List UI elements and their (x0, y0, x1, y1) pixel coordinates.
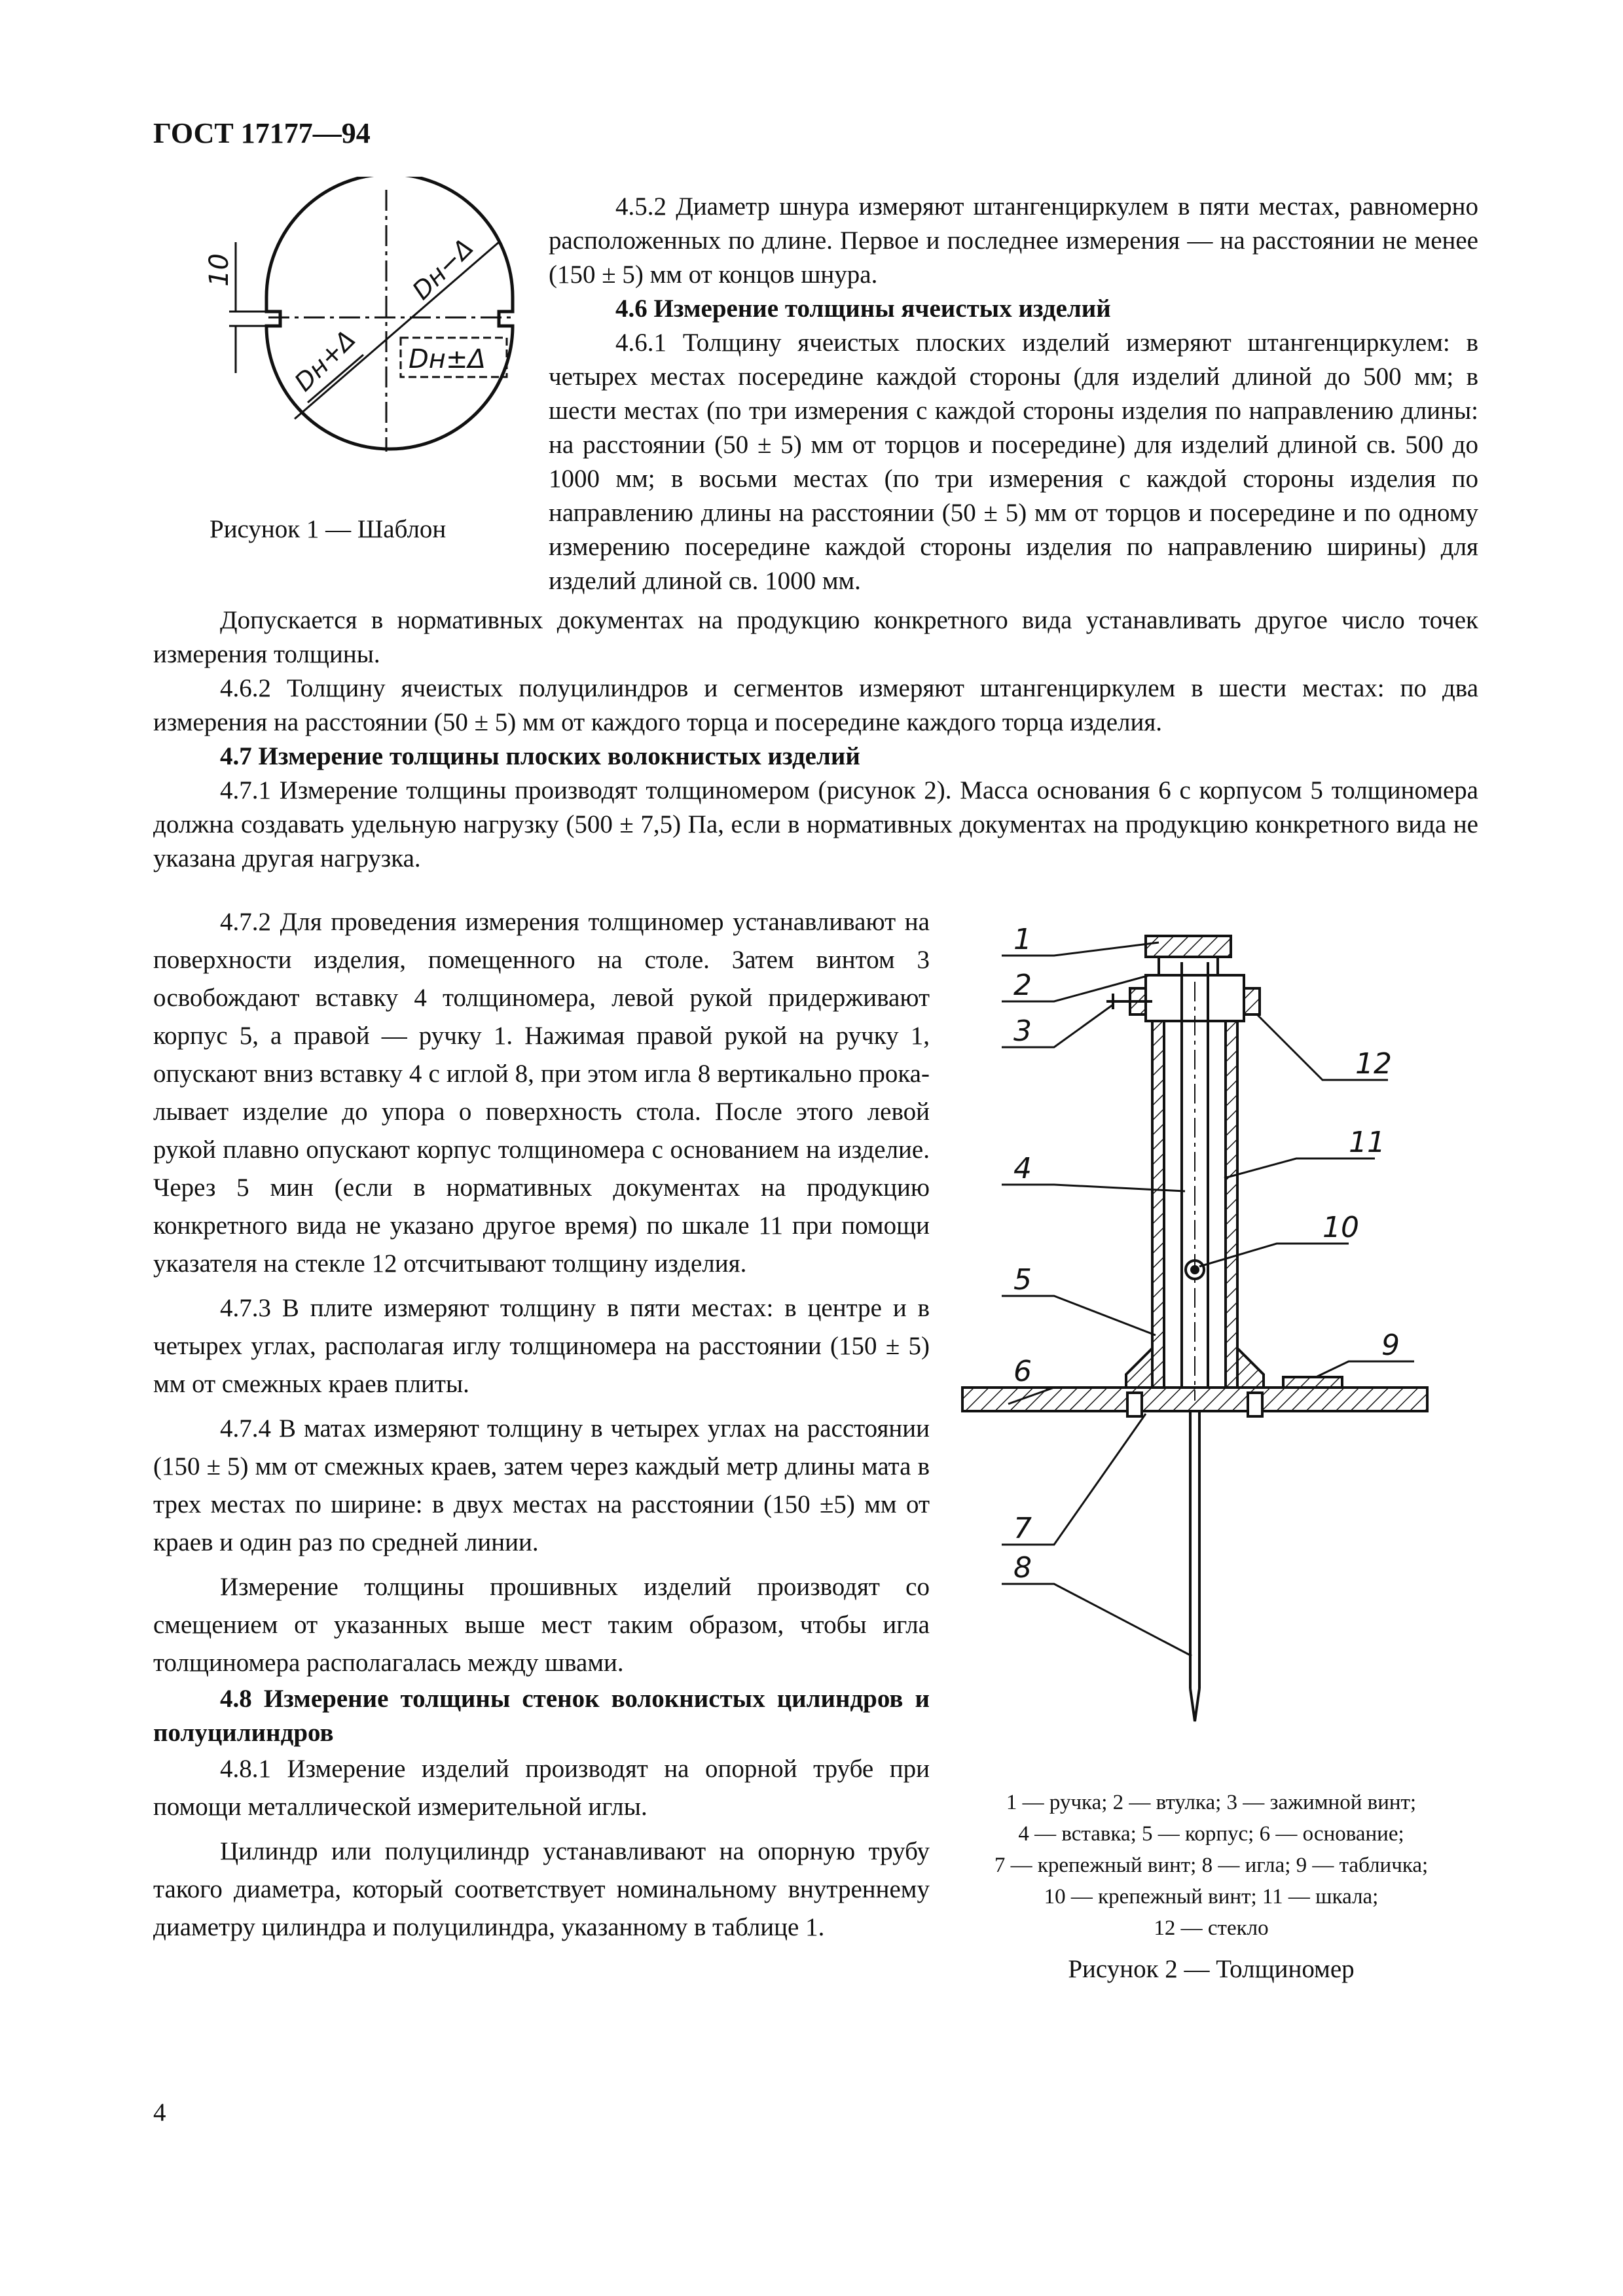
para-4-7-4-note: Измерение толщины прошивных изделий производят со смещением от указанных выше мест таким образом, чтобы игла толщиномера располагалась между швами. (153, 1573, 930, 1677)
para-4-7-1 (153, 774, 1478, 876)
callout-1: 1 (1013, 923, 1032, 956)
base-plate (962, 1388, 1427, 1411)
callout-5: 5 (1013, 1263, 1032, 1297)
legend-line-1: 1 — ручка; 2 — втулка; 3 — зажимной винт; (1006, 1791, 1417, 1814)
callout-2: 2 (1013, 969, 1032, 1002)
para-4-8-1-note: Цилиндр или полуцилиндр устанавливают на опорную трубу такого диаметра, который соответствует номинальному внутреннему диаметру цилиндра и полуцилиндра, указанному в таблице 1. (153, 1837, 930, 1941)
label-plate (1283, 1377, 1342, 1388)
page-header: ГОСТ 17177—94 (153, 117, 371, 149)
para-4-7-1-text: 4.7.1 Измерение толщины производят толщиномером (рисунок 2). Масса основания 6 с корпусом 5 толщиномера должна создавать удельную нагрузку (500 ± 7,5) Па, если в нормативных документах на продукцию конкретного вида не указана другая нагрузка. (153, 776, 1478, 872)
para-4-7-3: 4.7.3 В плите измеряют толщину в пяти местах: в центре и в четырех углах, располагая иглу толщиномера на расстоянии (150 ± 5) мм от смежных краев плиты. (153, 1294, 930, 1398)
para-4-6-1-note: Допускается в нормативных документах на продукцию конкретного вида устанавливать другое число точек измерения толщины. (153, 606, 1478, 668)
callout-12: 12 (1355, 1047, 1392, 1081)
figure-1-caption: Рисунок 1 — Шаблон (210, 515, 447, 543)
figure-1-template (190, 177, 530, 465)
legend-line-4: 10 — крепежный винт; 11 — шкала; (1044, 1885, 1379, 1909)
callout-4: 4 (1013, 1152, 1032, 1185)
fig1-label-10: 10 (204, 253, 234, 287)
para-4-6-2: 4.6.2 Толщину ячеистых полуцилиндров и сегментов измеряют штангенциркулем в шести местах: по два измерения на расстоянии (50 ± 5) мм от каждого торца и посередине каждого торца изделия. (153, 674, 1478, 736)
page-number: 4 (153, 2098, 166, 2126)
callout-3: 3 (1013, 1014, 1032, 1048)
para-4-8-1: 4.8.1 Измерение изделий производят на опорной трубе при помощи металлической измерительной иглы. (153, 1755, 930, 1821)
callout-8: 8 (1013, 1551, 1032, 1585)
callout-7: 7 (1013, 1512, 1032, 1545)
heading-4-7: 4.7 Измерение толщины плоских волокнистых изделий (220, 742, 860, 770)
figure-2-thickness-gauge (956, 916, 1453, 1780)
figure-2-legend (962, 1787, 1460, 1944)
handle-cap (1146, 936, 1231, 957)
para-4-7-4: 4.7.4 В матах измеряют толщину в четырех углах на расстоянии (150 ± 5) мм от смежных краев, затем через каждый метр длины мата в трех местах по ширине: в двух местах на расстоянии (150 ±5) мм от краев и один раз по средней линии. (153, 1414, 930, 1556)
legend-line-5: 12 — стекло (1154, 1916, 1269, 1940)
legend-line-3: 7 — крепежный винт; 8 — игла; 9 — табличка; (994, 1854, 1429, 1877)
callout-9: 9 (1381, 1329, 1400, 1362)
heading-4-8: 4.8 Измерение толщины стенок волокнистых цилиндров и полуцилиндров (153, 1685, 930, 1747)
callout-11: 11 (1349, 1126, 1385, 1159)
heading-4-6: 4.6 Измерение толщины ячеистых изделий (615, 295, 1111, 323)
fig1-label-dh-minus: Dн−Δ (407, 233, 479, 306)
callout-10: 10 (1322, 1211, 1359, 1244)
figure-2-caption: Рисунок 2 — Толщиномер (1068, 1955, 1355, 1983)
para-4-7-2: 4.7.2 Для проведения измерения толщиномер устанавливают на поверхности изделия, помещенного на столе. Затем винтом 3 освобождают вставку 4 толщиномера, левой рукой придерживают корпус 5, а правой — ручку 1. Нажимая правой рукой на ручку 1, опускают вниз вставку 4 с иглой 8, при этом игла 8 вертикально прокалывает изделие до упора о поверхность стола. После этого левой рукой плавно опускают корпус толщиномера с основанием на изделие. Через 5 мин (если в нормативных документах на продукцию конкретного вида не указано другое время) по шкале 11 при помощи указателя на стекле 12 отсчитывают толщину изделия. (153, 908, 930, 1278)
legend-line-2: 4 — вставка; 5 — корпус; 6 — основание; (1018, 1822, 1404, 1846)
fig1-label-dh-pm: Dн±Δ (409, 344, 486, 374)
para-4-5-2: 4.5.2 Диаметр шнура измеряют штангенциркулем в пяти местах, равномерно расположенных по длине. Первое и последнее измерения — на расстоянии не менее (150 ± 5) мм от концов шнура. (549, 192, 1478, 289)
callout-6: 6 (1013, 1355, 1032, 1388)
fig1-label-dh-plus: Dн+Δ (289, 325, 361, 397)
para-4-6-1: 4.6.1 Толщину ячеистых плоских изделий измеряют штангенциркулем: в четырех местах посередине каждой стороны (для изделий длиной до 500 мм; в шести местах (по три измерения с каждой стороны изделия по направлению длины: на расстоянии (50 ± 5) мм от торцов и посередине) для изделий длиной св. 500 до 1000 мм; в восьми местах (по три измерения с каждой стороны изделия по направлению длины на расстоянии (50 ± 5) мм от торцов и посередине и по одному измерению посередине каждой стороны изделия по направлению ширины) для изделий длиной св. 1000 мм. (549, 329, 1478, 595)
template-outline (266, 177, 513, 449)
